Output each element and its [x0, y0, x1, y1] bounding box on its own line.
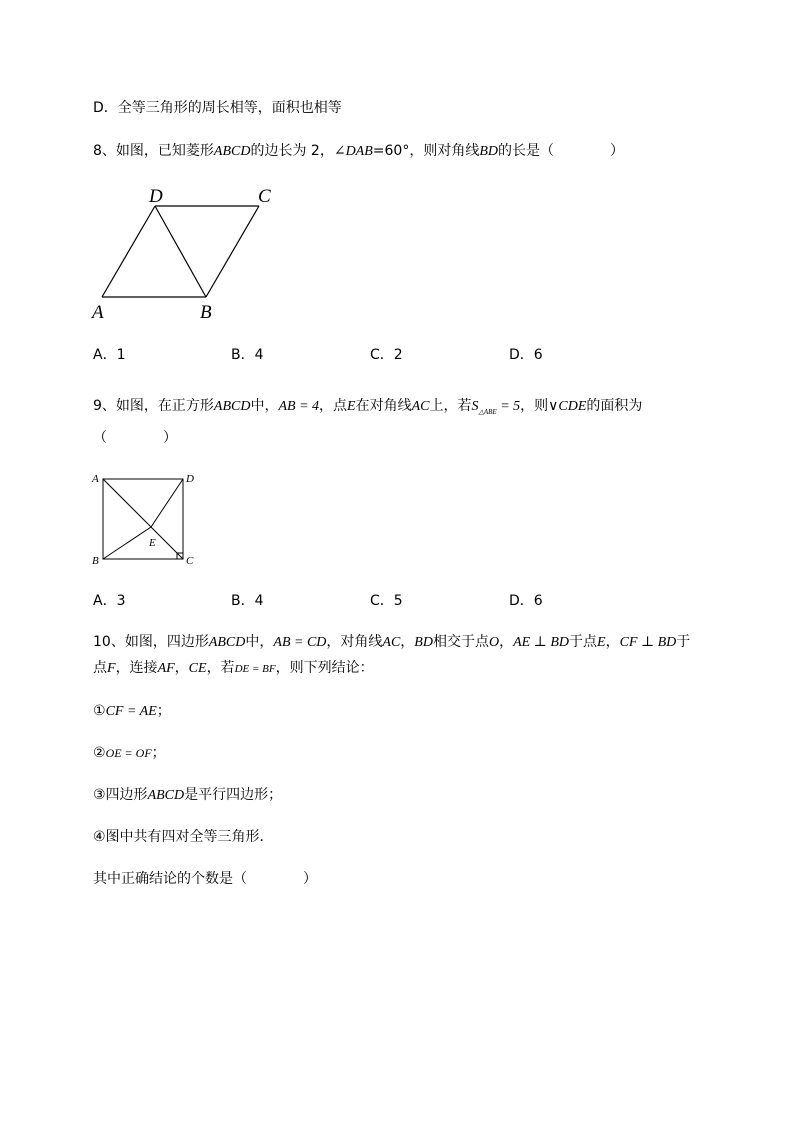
q9-stem	[93, 396, 642, 422]
q10-conclusion-1	[93, 701, 171, 722]
q10-line2-text-4: ，若	[206, 660, 235, 676]
q8-option-b: B．4	[231, 347, 264, 363]
q10-text-5: 相交于点	[432, 634, 489, 650]
q7-option-d: D．全等三角形的周长相等，面积也相等	[93, 100, 342, 116]
q8-text-4: 的长是（ ）	[498, 143, 625, 159]
q10-var-ac: AC	[382, 635, 401, 650]
q10-var-de-bf: DE = BF	[234, 663, 276, 675]
q9-var-cde: CDE	[558, 399, 587, 414]
q10-conclusion-4: ④图中共有四对全等三角形．	[93, 829, 274, 845]
q9-option-b: B．4	[231, 593, 264, 609]
q9-segment-be	[103, 527, 151, 559]
q8-var-abcd: ABCD	[213, 144, 251, 159]
q10-c1-end: ；	[156, 703, 171, 719]
q9-var-s-val: = 5	[496, 399, 521, 414]
q9-var-e: E	[347, 399, 356, 414]
q10-var-e: E	[597, 635, 606, 650]
q10-c2-end: ；	[151, 745, 166, 761]
q10-line2-text-5: ，则下列结论：	[275, 660, 374, 676]
q10-var-ce: CE	[188, 661, 207, 676]
q9-text-7: 的面积为	[586, 398, 643, 414]
q9-label-d: D	[186, 473, 194, 485]
q9-segment-de	[151, 479, 183, 527]
q10-c2-num: ②	[93, 745, 106, 761]
q8-option-c: C．2	[370, 347, 403, 363]
q10-question: 其中正确结论的个数是（ ）	[93, 871, 317, 887]
q8-text-1: 如图，已知菱形	[115, 143, 214, 159]
q9-label-e: E	[149, 537, 156, 549]
q9-var-s: S	[471, 399, 479, 414]
q10-conclusion-3	[93, 785, 282, 806]
q10-var-o: O	[488, 635, 500, 650]
q9-var-abcd: ABCD	[213, 399, 251, 414]
q8-var-angle: ∠DAB	[333, 144, 373, 159]
q8-stem	[93, 141, 624, 162]
q9-text-6: ，则∨	[520, 398, 559, 414]
q9-option-c: C．5	[370, 593, 403, 609]
q8-label-d: D	[149, 186, 163, 207]
q8-option-d: D．6	[509, 347, 543, 363]
q9-square-figure	[88, 468, 213, 573]
q9-diagonal-ac	[103, 479, 183, 559]
q10-line2-text-1: 点	[93, 660, 107, 676]
q8-text-3: =60°，则对角线	[372, 143, 480, 159]
q9-option-a: A．3	[93, 593, 126, 609]
q10-c2-expr: OE = OF	[105, 746, 152, 760]
q10-var-ab-cd: AB = CD	[273, 635, 327, 650]
q8-text-2: 的边长为 2，	[250, 143, 334, 159]
q10-text-8: ，	[605, 634, 620, 650]
q9-label-a: A	[92, 473, 99, 485]
q10-text-4: ，	[400, 634, 415, 650]
q10-var-cf-bd: CF ⊥ BD	[619, 635, 677, 650]
q10-text-7: 于点	[569, 634, 598, 650]
q10-text-3: ，对角线	[326, 634, 383, 650]
q9-var-ac: AC	[411, 399, 430, 414]
q10-c1-num: ①	[93, 703, 106, 719]
q10-c3-text-1: ③四边形	[93, 787, 148, 803]
q9-answer-paren: （ ）	[93, 430, 177, 446]
q8-edge-da	[102, 206, 155, 297]
q9-var-ab: AB = 4	[278, 399, 320, 414]
q10-text-9: 于	[676, 634, 691, 650]
q9-label-b: B	[92, 555, 99, 567]
q8-number: 8、	[93, 143, 116, 159]
q10-conclusion-2	[93, 743, 166, 763]
q9-number: 9、	[93, 398, 116, 414]
q10-text-1: 如图，四边形	[124, 634, 209, 650]
q10-line2-text-3: ，	[174, 660, 189, 676]
q10-stem-line-1	[93, 632, 690, 653]
q10-text-2: 中，	[245, 634, 274, 650]
q10-var-abcd: ABCD	[208, 635, 246, 650]
q9-text-5: 上，若	[429, 398, 472, 414]
q10-var-af: AF	[157, 661, 175, 676]
q9-text-3: ，点	[319, 398, 348, 414]
q9-var-s-sub: △ABE	[478, 408, 497, 416]
q9-option-d: D．6	[509, 593, 543, 609]
q8-var-bd: BD	[479, 144, 499, 159]
q10-var-ae-bd: AE ⊥ BD	[513, 635, 570, 650]
q8-diagonal-bd	[155, 206, 206, 297]
q10-line2-text-2: ，连接	[115, 660, 158, 676]
q10-c3-text-2: 是平行四边形；	[184, 787, 283, 803]
q9-label-c: C	[186, 555, 194, 567]
q8-label-c: C	[258, 186, 271, 207]
q10-c1-expr: CF = AE	[105, 704, 157, 719]
q10-var-bd: BD	[414, 635, 433, 650]
q10-number: 10、	[93, 634, 125, 650]
q9-text-2: 中，	[250, 398, 279, 414]
q10-c3-var: ABCD	[147, 788, 185, 803]
q8-option-a: A．1	[93, 347, 126, 363]
q9-text-1: 如图，在正方形	[115, 398, 214, 414]
q10-stem-line-2	[93, 658, 374, 679]
q10-text-6: ，	[499, 634, 514, 650]
q8-edge-bc	[206, 206, 259, 297]
q8-label-b: B	[200, 302, 212, 323]
q8-label-a: A	[92, 302, 104, 323]
q10-var-f: F	[107, 661, 116, 676]
q9-text-4: 在对角线	[355, 398, 412, 414]
q8-rhombus-figure	[88, 182, 288, 327]
